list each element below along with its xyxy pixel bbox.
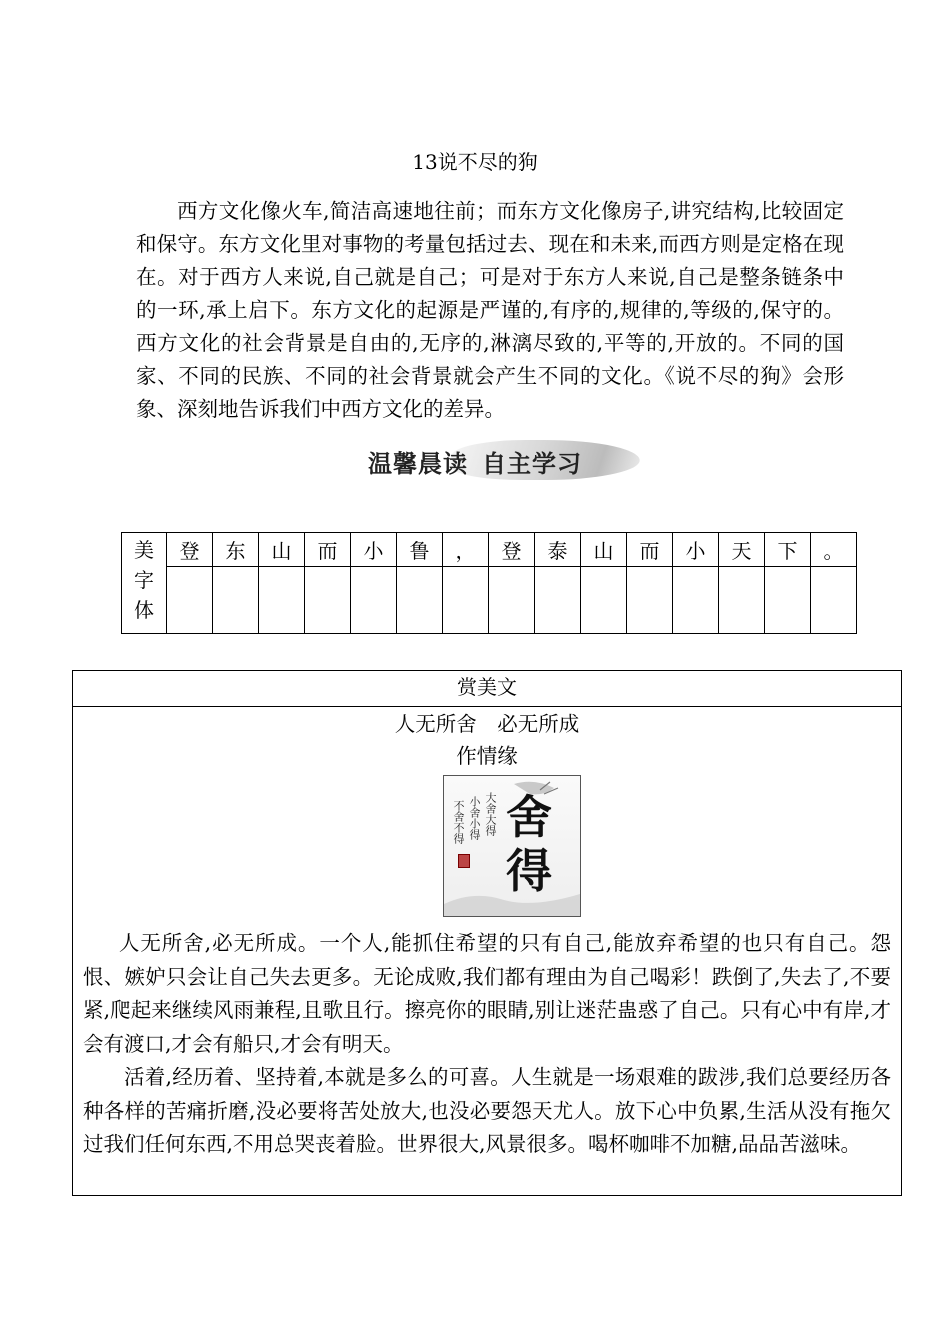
calligraphy-char: 舍 — [506, 790, 552, 844]
model-char: 鲁 — [397, 533, 443, 567]
copybook-label — [122, 533, 167, 634]
model-char: 登 — [489, 533, 535, 567]
section-banner — [360, 436, 650, 488]
practice-cell[interactable] — [167, 567, 213, 634]
model-char: 而 — [305, 533, 351, 567]
practice-cell[interactable] — [765, 567, 811, 634]
calligraphy-char: 得 — [506, 844, 552, 898]
intro-paragraph: 西方文化像火车,简洁高速地往前；而东方文化像房子,讲究结构,比较固定和保守。东方文化里对事物的考量包括过去、现在和未来,而西方则是定格在现在。对于西方人来说,自己就是自己；可是对于东方人来说,自己是整条链条中的一环,承上启下。东方文化的起源是严谨的,有序的,规律的,等级的,保守的。西方文化的社会背景是自由的,无序的,淋漓尽致的,平等的,开放的。不同的国家、不同的民族、不同的社会背景就会产生不同的文化。《说不尽的狗》会形象、深刻地告诉我们中西方文化的差异。 — [136, 199, 844, 421]
practice-cell[interactable] — [213, 567, 259, 634]
practice-cell[interactable] — [443, 567, 489, 634]
copybook-label-char: 体 — [134, 598, 154, 622]
copybook-table — [121, 532, 857, 634]
model-char: 东 — [213, 533, 259, 567]
article-author: 作情缘 — [456, 744, 518, 768]
lesson-title: 13说不尽的狗 — [412, 150, 538, 174]
model-char: 登 — [167, 533, 213, 567]
banner-part-1: 温馨晨读 — [368, 450, 468, 478]
model-char: 而 — [627, 533, 673, 567]
calligraphy-small-line: 大舍大得 — [484, 792, 497, 836]
copybook-label-char: 美 — [134, 538, 154, 562]
practice-cell[interactable] — [673, 567, 719, 634]
banner-text — [368, 444, 582, 479]
calligraphy-small-line: 不舍不得 — [452, 800, 465, 844]
practice-cell[interactable] — [305, 567, 351, 634]
practice-cell[interactable] — [259, 567, 305, 634]
model-char: 山 — [581, 533, 627, 567]
model-char: 天 — [719, 533, 765, 567]
practice-cell[interactable] — [811, 567, 857, 634]
practice-cell[interactable] — [719, 567, 765, 634]
section-header: 赏美文 — [73, 671, 901, 707]
practice-cell[interactable] — [535, 567, 581, 634]
article-paragraph: 人无所舍,必无所成。一个人,能抓住希望的只有自己,能放弃希望的也只有自己。怨恨、嫉妒只会让自己失去更多。无论成败,我们都有理由为自己喝彩！跌倒了,失去了,不要紧,爬起来继续风雨兼程,且歌且行。擦亮你的眼睛,别让迷茫蛊惑了自己。只有心中有岸,才会有渡口,才会有船只,才会有明天。 — [83, 931, 891, 1056]
model-char: 泰 — [535, 533, 581, 567]
model-char: 。 — [811, 533, 857, 567]
calligraphy-small-line: 小舍小得 — [468, 796, 481, 840]
practice-cell[interactable] — [489, 567, 535, 634]
practice-cell[interactable] — [397, 567, 443, 634]
copybook-label-char: 字 — [134, 568, 154, 592]
model-char: 小 — [673, 533, 719, 567]
model-char: 山 — [259, 533, 305, 567]
practice-cell[interactable] — [351, 567, 397, 634]
model-char: ， — [443, 533, 489, 567]
article-title: 人无所舍 必无所成 — [394, 712, 580, 736]
article-box — [72, 670, 902, 1196]
article-paragraph: 活着,经历着、坚持着,本就是多么的可喜。人生就是一场艰难的跋涉,我们总要经历各种各样的苦痛折磨,没必要将苦处放大,也没必要怨天尤人。放下心中负累,生活从没有拖欠过我们任何东西,不用总哭丧着脸。世界很大,风景很多。喝杯咖啡不加糖,品品苦滋味。 — [83, 1065, 892, 1156]
calligraphy-image — [443, 775, 581, 917]
practice-cell[interactable] — [581, 567, 627, 634]
article-body — [83, 927, 891, 1162]
practice-cell[interactable] — [627, 567, 673, 634]
model-char: 下 — [765, 533, 811, 567]
intro-section — [136, 195, 844, 426]
model-char: 小 — [351, 533, 397, 567]
seal-stamp — [458, 854, 470, 868]
banner-part-2: 自主学习 — [482, 450, 582, 478]
